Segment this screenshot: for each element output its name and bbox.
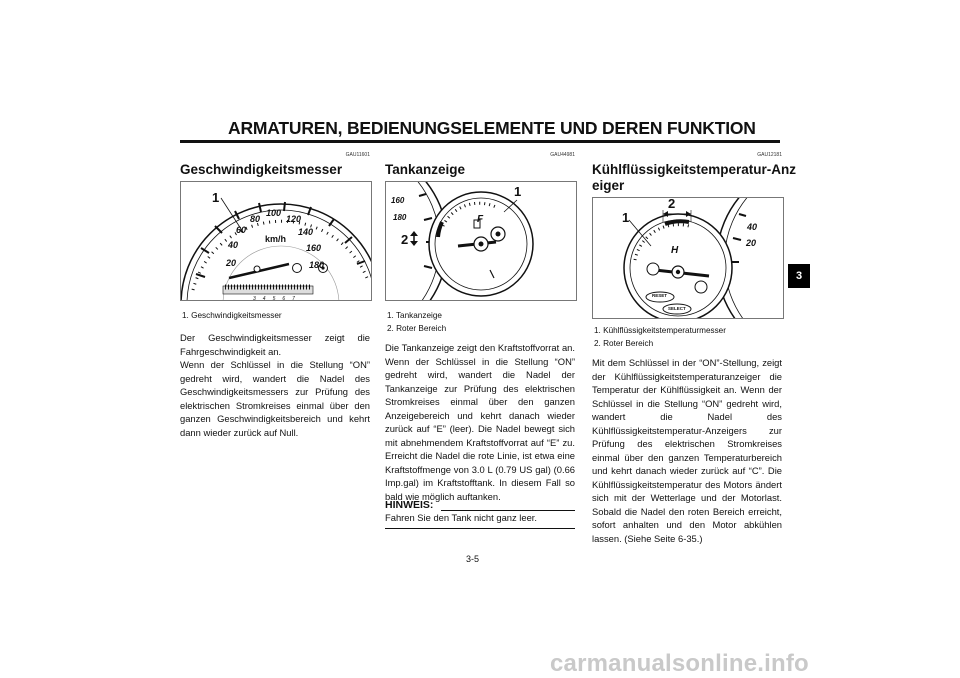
section-code: GAU44981 [550,152,575,158]
section-code: GAU12181 [757,152,782,158]
paragraph: Die Tankanzeige zeigt den Kraftstoffvorrat an. Wenn der Schlüssel in die Stellung “ON” gedreht wird, wandert die Nadel der Tankanzeige zur Prüfung des elektrischen Stromkreises einmal über den ganzen Anzeigebereich und kehrt danach wieder zurück auf “E” (leer). Die Nadel bewegt sich mit abnehmendem Kraftstoffvorrat auf “E” zu. Erreicht die Nadel die rote Linie, ist etwa eine Kraftstoffmenge von 3.0 L (0.79 US gal) (0.66 Imp.gal) im Kraftstofftank. In diesem Fall so bald wie möglich auftanken. [385,342,575,502]
speed-label-120: 120 [286,214,302,224]
paragraph: Der Geschwindigkeitsmesser zeigt die Fahrgeschwindigkeit an. [180,332,370,357]
caption-item: 1. Kühlflüssigkeitstemperaturmesser [594,326,726,335]
section-heading-coolant-gauge [592,162,796,194]
section-code: GAU11601 [345,152,370,158]
callout-2: 2 [668,196,676,211]
paragraph: Mit dem Schlüssel in der “ON”-Stellung, zeigt der Kühlflüssigkeitstemperaturanzeiger die Temperatur der Kühlflüssigkeit an. Wenn der Schlüssel in die Stellung “ON” gedreht wird, wandert die Nadel des Kühlflüssigkeitstemperatur-Anzeigers zur Prüfung des elektrischen Stromkreises einmal über den ganzen Temperaturbereich und kehrt danach wieder zurück auf “C”. Die Kühlflüssigkeitstemperatur des Motors ändert sich mit der Wetterlage und der Motorlast. Sobald die Nadel den roten Bereich erreicht, sofort anhalten und den Motor abkühlen lassen. (Siehe Seite 6-35.) [592,357,782,544]
speed-label-160: 160 [306,243,322,253]
speed-label-40: 40 [228,240,239,250]
body-text-coolant-gauge [592,356,782,545]
paragraph: Wenn der Schlüssel in die Stellung “ON” gedreht wird, wandert die Nadel des Geschwindigkeitsmessers zur Prüfung des elektrischen Stromkreises einmal über den ganzen Geschwindigkeitsbereich und kehrt dann wieder zurück auf Null. [180,359,370,438]
note-rule [385,528,575,529]
caption-item: 1. Geschwindigkeitsmesser [182,311,282,320]
tach-label-7: 7 [292,296,295,302]
note-label: HINWEIS: [385,499,434,511]
caption-list [182,309,282,322]
speed-label-160: 160 [391,196,405,205]
unit-label-kmh: km/h [265,234,287,244]
callout-1: 1 [514,184,522,199]
section-heading-fuel-gauge: Tankanzeige [385,162,466,177]
tach-scale [253,296,295,302]
speed-label-100: 100 [266,208,282,218]
caption-item: 2. Roter Bereich [387,324,447,333]
body-text-speedometer [180,331,370,439]
speed-label-180: 180 [309,260,325,270]
coolant-hot-label: H [671,245,679,256]
heading-line: Kühlflüssigkeitstemperatur-Anz [592,162,797,177]
callout-1: 1 [622,210,630,225]
tach-label-4: 4 [262,296,266,302]
caption-list [387,309,446,335]
title-rule [180,140,780,143]
callout-1: 1 [212,190,220,205]
caption-item: 1. Tankanzeige [387,311,442,320]
speed-label-20: 20 [226,258,237,268]
reset-button-label: RESET [652,293,668,298]
speed-label-80: 80 [250,214,261,224]
tach-label-3: 3 [253,296,256,302]
chapter-tab: 3 [788,264,810,288]
caption-list [594,324,726,350]
note-text: Fahren Sie den Tank nicht ganz leer. [385,512,538,523]
fuel-gauge-figure [385,181,577,301]
speed-label-40: 40 [747,222,758,232]
select-button-label: SELECT [668,306,686,311]
speed-label-60: 60 [236,225,247,235]
fuel-full-label: F [477,214,484,225]
speed-label-20: 20 [746,238,757,248]
coolant-gauge-figure [592,197,784,319]
tach-label-6: 6 [282,296,286,302]
page-title: ARMATUREN, BEDIENUNGSELEMENTE UND DEREN FUNKTION [228,118,756,138]
body-text-fuel-gauge [385,341,575,503]
watermark: carmanualsonline.info [550,650,809,677]
tach-label-5: 5 [272,296,276,302]
callout-2: 2 [401,232,409,247]
speed-label-140: 140 [298,227,314,237]
heading-line: eiger [592,178,625,193]
speed-label-180: 180 [393,213,407,222]
section-heading-speedometer: Geschwindigkeitsmesser [180,162,343,177]
page-number: 3-5 [466,554,480,564]
caption-item: 2. Roter Bereich [594,339,654,348]
